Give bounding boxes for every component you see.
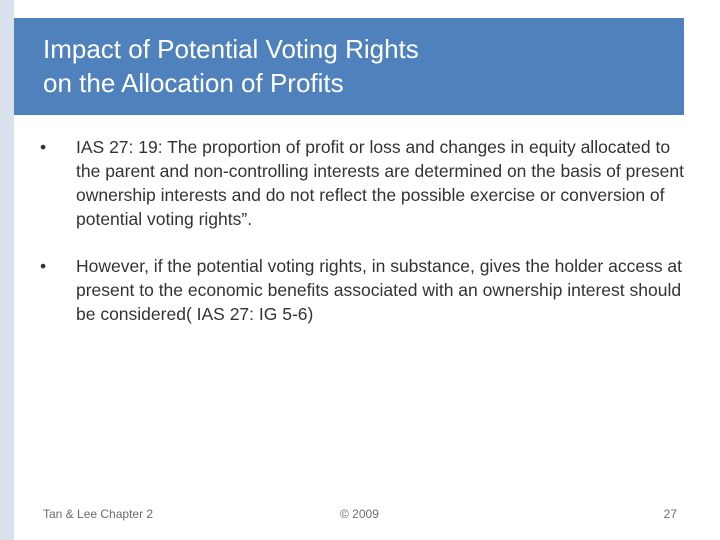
bullet-dot: • — [40, 137, 47, 157]
slide-title: Impact of Potential Voting Rights on the Allocation of Profits — [43, 34, 419, 98]
footer-source: Tan & Lee Chapter 2 — [43, 507, 154, 521]
bullet-text: IAS 27: 19: The proportion of profit or loss and changes in equity allocated to the parent and non-controlling interests are determined on the basis of present ownership interests and do not reflect the possible exercise or conversion of potential voting rights”. — [76, 137, 685, 229]
bullet-item — [36, 135, 686, 231]
bullet-item — [36, 254, 686, 326]
bullet-list — [36, 135, 686, 349]
left-accent-strip — [0, 0, 14, 540]
bullet-dot: • — [40, 256, 47, 276]
bullet-text: However, if the potential voting rights, in substance, gives the holder access at present to the economic benefits associated with an ownership interest should be considered( IAS 27: IG 5-6) — [76, 256, 683, 324]
footer-copyright: © 2009 — [340, 507, 379, 521]
title-bar — [14, 18, 684, 115]
page-number: 27 — [663, 507, 677, 521]
